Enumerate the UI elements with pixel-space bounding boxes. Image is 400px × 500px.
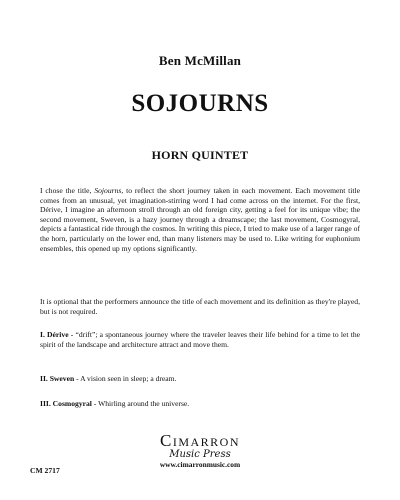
publisher-tagline: Music Press — [169, 449, 231, 460]
program-note-text-rest: to reflect the short journey taken in each movement. Each movement title comes from an unusual, yet imagination-stirring word I had come across on the internet. For the first, Dérive, I imagine an afternoon stroll through an old foreign city, getting a feel for its unique vibe; the second movement, Sweven, is a hazy journey through a dreamscape; the last movement, Cosmogyral, depicts a fantastical ride through the cosmos. In writing this piece, I tried to make use of a larger range of the horn, particularly on the lower end, than many listeners may be used to. Like writing for euphonium ensembles, this opened up my options significantly. — [40, 186, 360, 253]
movement-definition-text-1: - “drift”; a spontaneous journey where the traveler leaves their life behind for a time to let the spirit of the landscape and architecture attract and move them. — [40, 330, 360, 349]
program-note-paragraph — [40, 186, 360, 253]
movement-definition-3 — [40, 399, 360, 409]
publisher-logo — [150, 432, 250, 480]
composer-name: Ben McMillan — [158, 53, 242, 68]
program-note-text-start: I chose the title, — [40, 186, 95, 195]
movement-definition-1 — [40, 330, 360, 349]
publisher-url: www.cimarronmusic.com — [159, 460, 241, 469]
program-note-title-italic: Sojourns, — [94, 186, 124, 195]
movement-definition-text-2: - A vision seen in sleep; a dream. — [74, 374, 177, 383]
performance-note-paragraph: It is optional that the performers announce the title of each movement and its definition as they're played, but is not required. — [40, 297, 360, 316]
movement-term-2: II. Sweven — [40, 374, 75, 383]
movement-definition-text-3: - Whirling around the universe. — [91, 399, 190, 408]
publisher-name: Cimarron — [159, 431, 240, 450]
movement-definition-2 — [40, 374, 360, 384]
movement-term-1: I. Dérive — [40, 330, 69, 339]
piece-title: SOJOURNS — [131, 90, 269, 117]
movement-term-3: III. Cosmogyral — [40, 399, 92, 408]
catalog-number: CM 2717 — [30, 466, 60, 475]
instrumentation: HORN QUINTET — [151, 148, 249, 162]
